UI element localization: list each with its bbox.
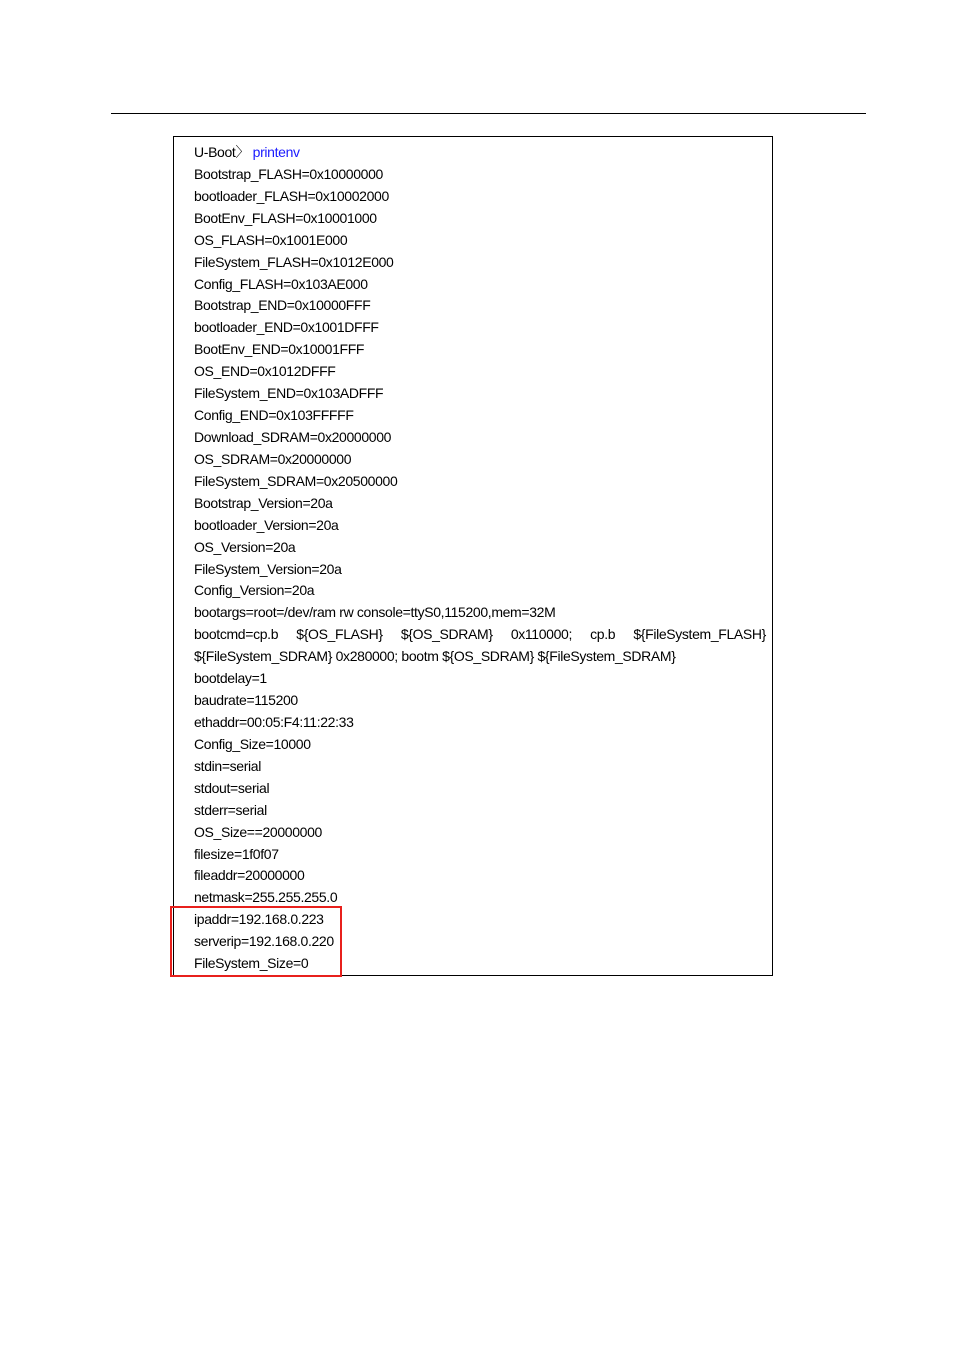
env-line: Config_FLASH=0x103AE000: [194, 275, 368, 292]
env-line: bootloader_END=0x1001DFFF: [194, 319, 379, 336]
env-line-serverip: serverip=192.168.0.220: [194, 933, 334, 950]
header-rule: [111, 113, 866, 114]
env-line: filesize=1f0f07: [194, 845, 279, 862]
env-line-bootcmd: bootcmd=cp.b ${OS_FLASH} ${OS_SDRAM} 0x110000; cp.b ${FileSystem_FLASH}: [194, 626, 766, 643]
env-line: fileaddr=20000000: [194, 867, 305, 884]
env-line: stdin=serial: [194, 757, 262, 774]
env-line: bootargs=root=/dev/ram rw console=ttyS0,115200,mem=32M: [194, 604, 556, 621]
env-line-filesystem-size: FileSystem_Size=0: [194, 955, 309, 972]
env-line: Config_Size=10000: [194, 735, 311, 752]
env-line: Config_Version=20a: [194, 582, 315, 599]
env-line: stderr=serial: [194, 801, 267, 818]
env-line: OS_Version=20a: [194, 538, 296, 555]
env-line: Config_END=0x103FFFFF: [194, 407, 354, 424]
env-line: FileSystem_FLASH=0x1012E000: [194, 253, 394, 270]
prompt-text: U-Boot〉: [194, 144, 253, 160]
prompt-line: [194, 142, 766, 164]
env-line-bootcmd-cont: ${FileSystem_SDRAM} 0x280000; bootm ${OS_SDRAM} ${FileSystem_SDRAM}: [194, 648, 676, 665]
console-lines: [194, 142, 766, 975]
env-line: FileSystem_SDRAM=0x20500000: [194, 472, 398, 489]
env-line: FileSystem_Version=20a: [194, 560, 342, 577]
env-line: OS_SDRAM=0x20000000: [194, 450, 352, 467]
env-line: bootdelay=1: [194, 670, 267, 687]
env-line: OS_END=0x1012DFFF: [194, 363, 336, 380]
env-line: stdout=serial: [194, 779, 270, 796]
console-output-box: [173, 136, 773, 976]
env-line: Bootstrap_Version=20a: [194, 494, 333, 511]
highlight-box: [170, 906, 342, 977]
env-line: Bootstrap_FLASH=0x10000000: [194, 165, 383, 182]
env-line: baudrate=115200: [194, 692, 298, 709]
env-line: Bootstrap_END=0x10000FFF: [194, 297, 371, 314]
env-line: OS_FLASH=0x1001E000: [194, 231, 348, 248]
env-line: netmask=255.255.255.0: [194, 889, 338, 906]
env-line: ethaddr=00:05:F4:11:22:33: [194, 713, 354, 730]
env-line: BootEnv_END=0x10001FFF: [194, 341, 365, 358]
command-text: printenv: [252, 144, 300, 160]
env-line-ipaddr: ipaddr=192.168.0.223: [194, 911, 324, 928]
env-line: OS_Size==20000000: [194, 823, 322, 840]
env-line: bootloader_FLASH=0x10002000: [194, 187, 389, 204]
env-line: FileSystem_END=0x103ADFFF: [194, 385, 384, 402]
env-line: bootloader_Version=20a: [194, 516, 339, 533]
env-line: Download_SDRAM=0x20000000: [194, 428, 392, 445]
env-line: BootEnv_FLASH=0x10001000: [194, 209, 377, 226]
